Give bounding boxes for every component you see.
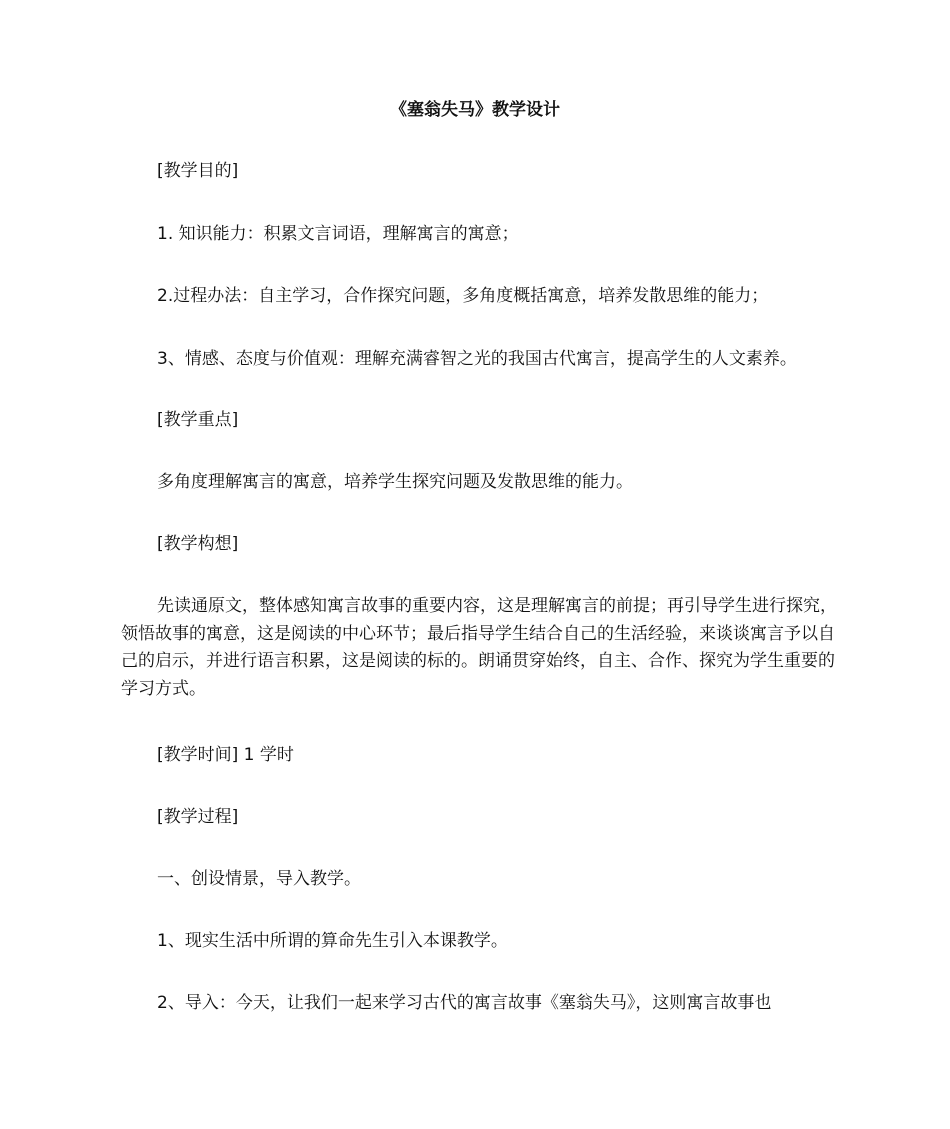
focus-text: 多角度理解寓言的寓意，培养学生探究问题及发散思维的能力。 bbox=[157, 472, 633, 492]
section-heading-process: [教学过程] bbox=[157, 807, 239, 827]
concept-paragraph: 先读通原文，整体感知寓言故事的重要内容，这是理解寓言的前提；再引导学生进行探究，领悟故事的寓意，这是阅读的中心环节；最后指导学生结合自己的生活经验，来谈谈寓言予以自己的启示，并进行语言积累，这是阅读的标的。朗诵贯穿始终，自主、合作、探究为学生重要的学习方式。 bbox=[121, 596, 837, 699]
objective-item-1: 1. 知识能力：积累文言词语，理解寓言的寓意； bbox=[157, 224, 519, 244]
document-title: 《塞翁失马》教学设计 bbox=[390, 100, 560, 120]
objective-item-2: 2.过程办法：自主学习，合作探究问题，多角度概括寓意，培养发散思维的能力； bbox=[157, 286, 769, 306]
process-step-1-1: 1、现实生活中所谓的算命先生引入本课教学。 bbox=[157, 931, 508, 951]
section-heading-objectives: [教学目的] bbox=[157, 161, 239, 181]
process-step-1-2: 2、导入：今天，让我们一起来学习古代的寓言故事《塞翁失马》，这则寓言故事也 bbox=[157, 993, 772, 1013]
process-step-1: 一、创设情景，导入教学。 bbox=[157, 869, 361, 889]
section-heading-time: [教学时间] 1 学时 bbox=[157, 745, 294, 765]
objective-item-3: 3、情感、态度与价值观：理解充满睿智之光的我国古代寓言，提高学生的人文素养。 bbox=[157, 349, 797, 369]
section-heading-concept: [教学构想] bbox=[157, 534, 239, 554]
section-heading-focus: [教学重点] bbox=[157, 410, 239, 430]
